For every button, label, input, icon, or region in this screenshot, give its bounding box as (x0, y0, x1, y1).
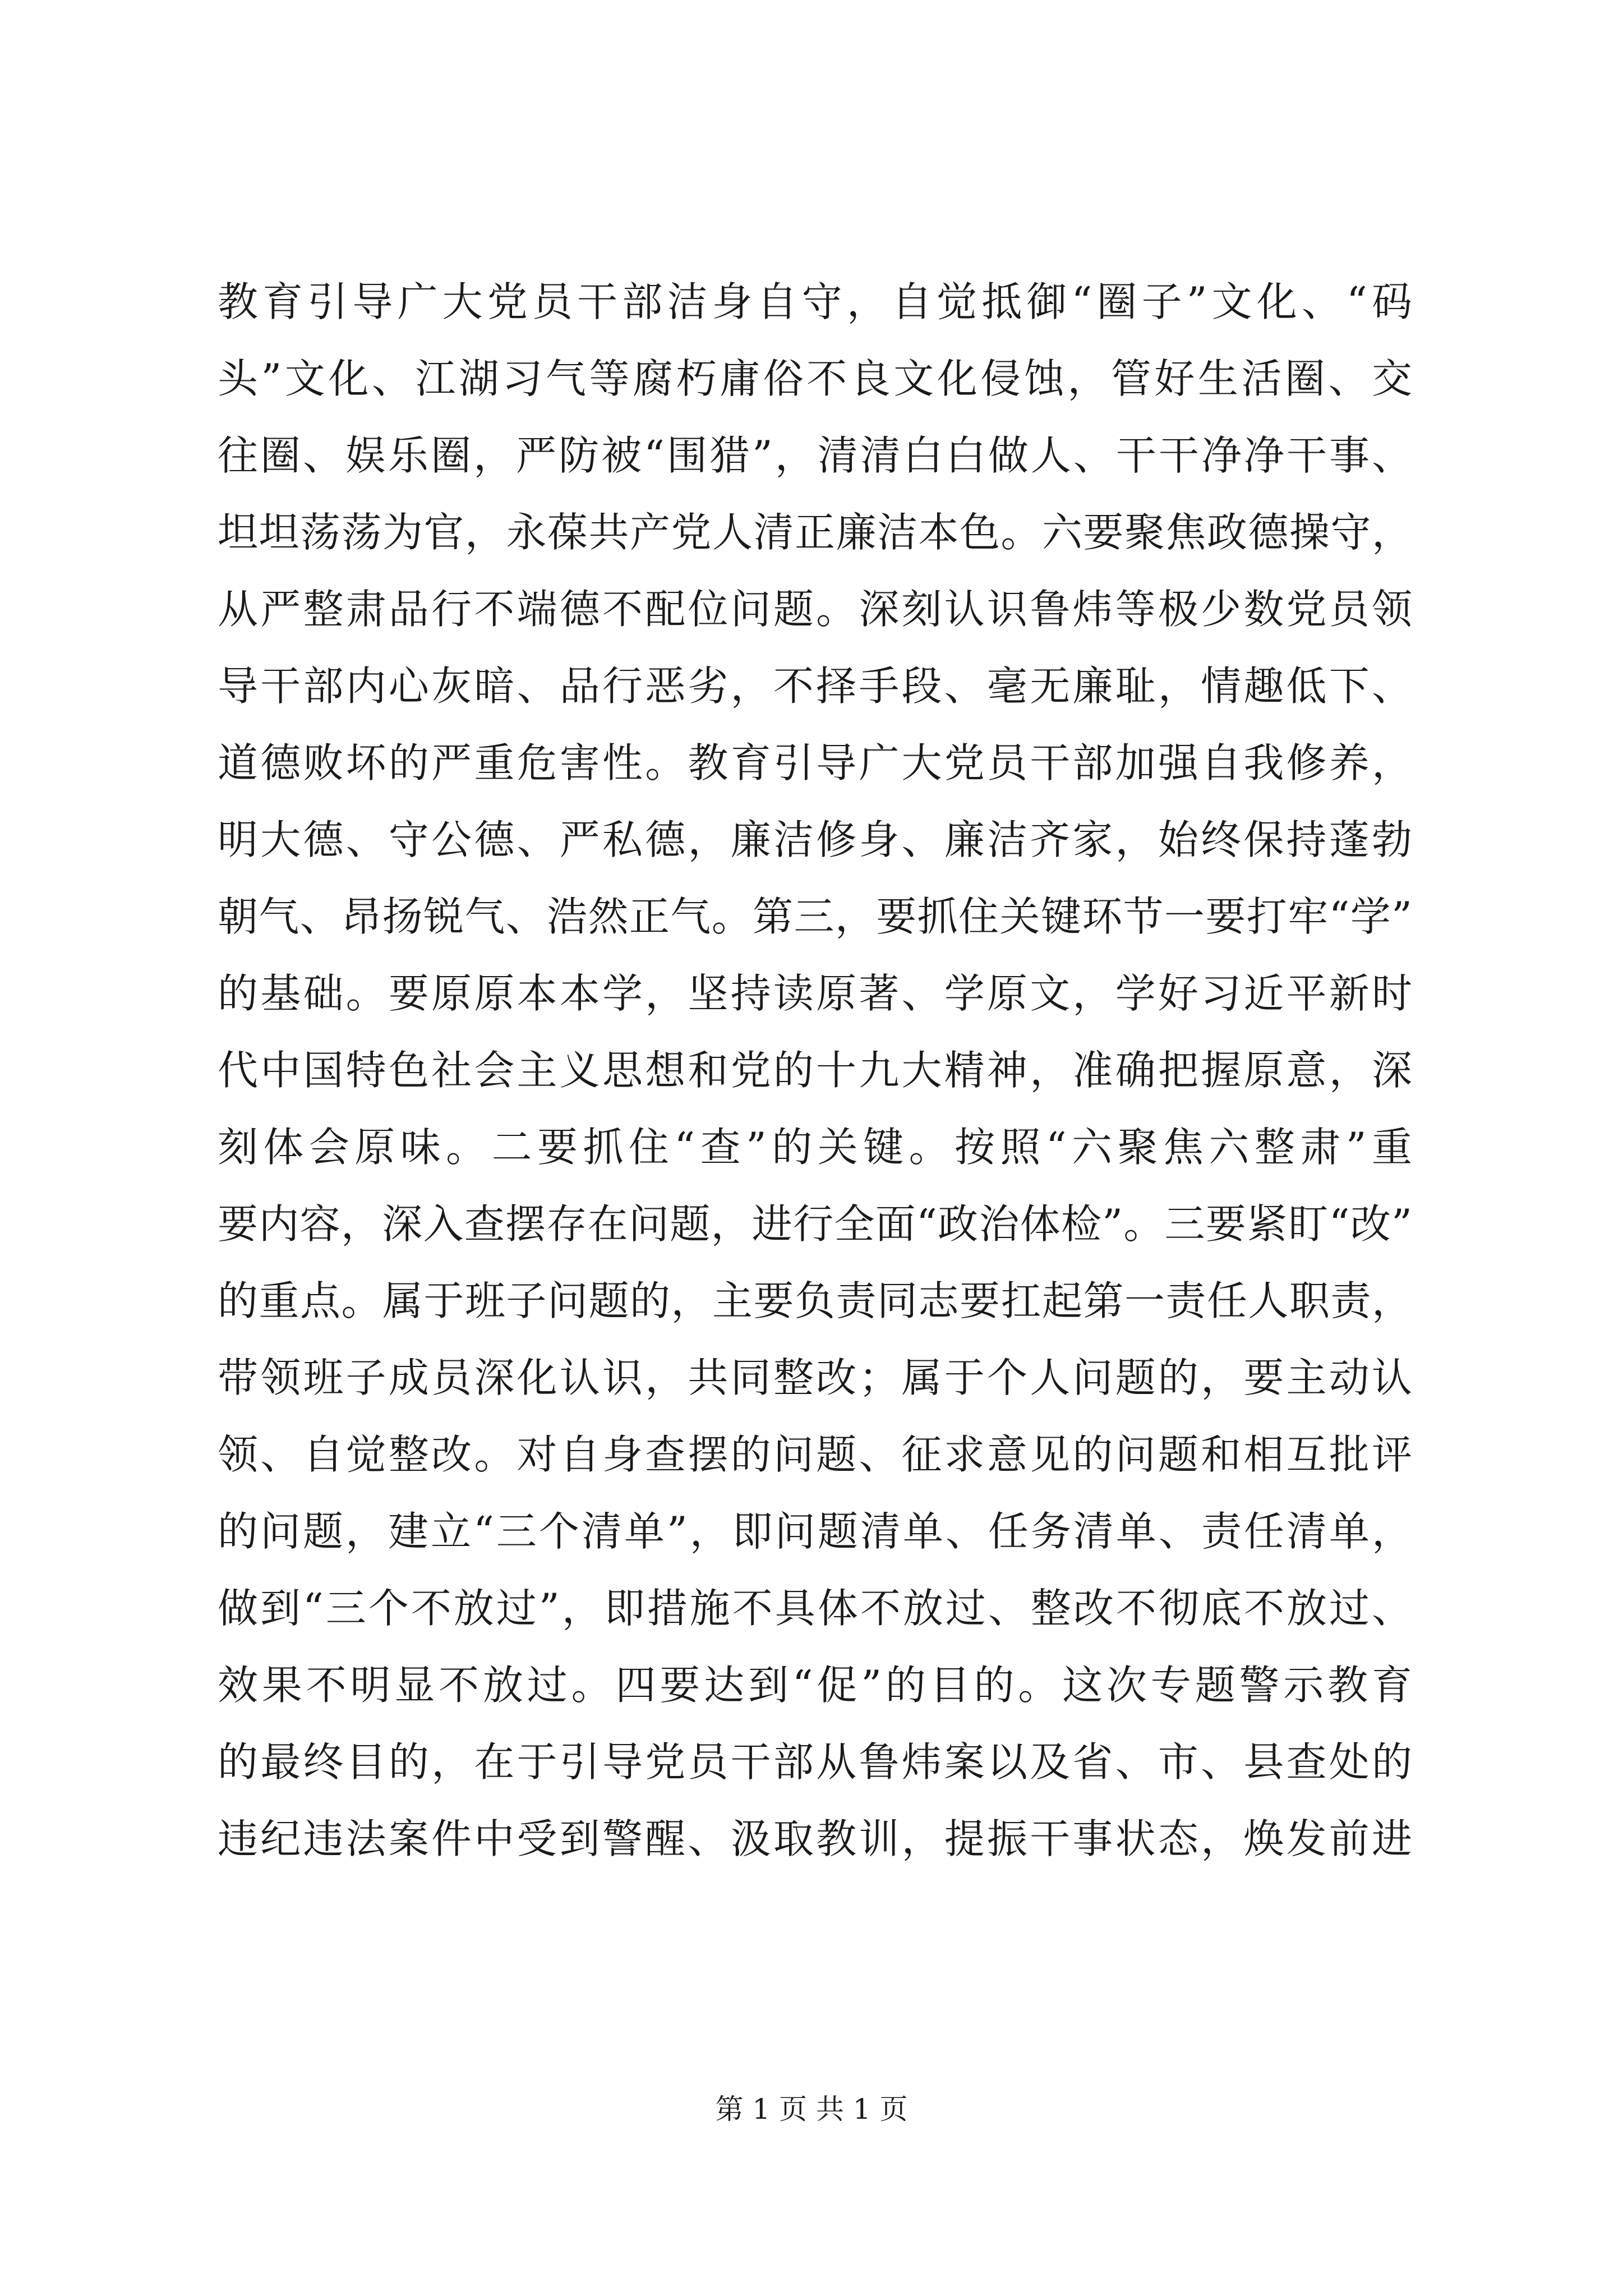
text-line: 要内容，深入查摆存在问题，进行全面“政治体检”。三要紧盯“改” (218, 1200, 1412, 1248)
text-line: 的问题，建立“三个清单”，即问题清单、任务清单、责任清单， (218, 1508, 1412, 1555)
text-line: 领、自觉整改。对自身查摆的问题、征求意见的问题和相互批评 (218, 1431, 1412, 1478)
text-line: 教育引导广大党员干部洁身自守，自觉抵御“圈子”文化、“码 (218, 278, 1412, 325)
text-line: 的最终目的，在于引导党员干部从鲁炜案以及省、市、县查处的 (218, 1738, 1412, 1786)
text-line: 头”文化、江湖习气等腐朽庸俗不良文化侵蚀，管好生活圈、交 (218, 355, 1412, 402)
body-text (218, 264, 1412, 1878)
text-line: 从严整肃品行不端德不配位问题。深刻认识鲁炜等极少数党员领 (218, 586, 1412, 633)
text-line: 道德败坏的严重危害性。教育引导广大党员干部加强自我修养， (218, 739, 1412, 786)
text-line: 效果不明显不放过。四要达到“促”的目的。这次专题警示教育 (218, 1662, 1412, 1709)
text-line: 做到“三个不放过”，即措施不具体不放过、整改不彻底不放过、 (218, 1585, 1412, 1632)
text-line: 违纪违法案件中受到警醒、汲取教训，提振干事状态，焕发前进 (218, 1815, 1412, 1862)
text-line: 带领班子成员深化认识，共同整改；属于个人问题的，要主动认 (218, 1354, 1412, 1401)
text-line: 代中国特色社会主义思想和党的十九大精神，准确把握原意，深 (218, 1047, 1412, 1094)
text-line: 明大德、守公德、严私德，廉洁修身、廉洁齐家，始终保持蓬勃 (218, 816, 1412, 863)
text-line: 坦坦荡荡为官，永葆共产党人清正廉洁本色。六要聚焦政德操守， (218, 509, 1412, 556)
text-line: 往圈、娱乐圈，严防被“围猎”，清清白白做人、干干净净干事、 (218, 432, 1412, 479)
page-number-footer: 第 1 页 共 1 页 (715, 2093, 908, 2125)
text-line: 导干部内心灰暗、品行恶劣，不择手段、毫无廉耻，情趣低下、 (218, 662, 1412, 710)
text-line: 朝气、昂扬锐气、浩然正气。第三，要抓住关键环节一要打牢“学” (218, 893, 1412, 940)
text-line: 的基础。要原原本本学，坚持读原著、学原文，学好习近平新时 (218, 970, 1412, 1017)
text-line: 的重点。属于班子问题的，主要负责同志要扛起第一责任人职责， (218, 1277, 1412, 1324)
text-line: 刻体会原味。二要抓住“查”的关键。按照“六聚焦六整肃”重 (218, 1124, 1412, 1171)
